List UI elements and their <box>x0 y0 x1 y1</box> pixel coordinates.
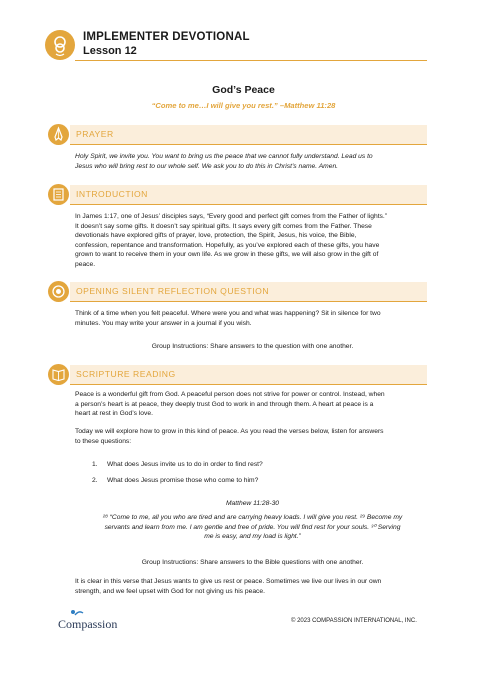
text-line: Jesus who will bring rest to our whole self. We ask you to do this in Christ’s name. Amen. <box>75 162 339 170</box>
text-line: In James 1:17, one of Jesus’ disciples says, “Every good and perfect gift comes from the Father of lights.” <box>75 213 387 220</box>
header-divider <box>75 60 427 61</box>
compassion-logo-text: Compassion <box>58 617 118 631</box>
text-line: Think of a time when you felt peaceful. Where were you and what was happening? Sit in silence for two <box>75 310 381 317</box>
list-text: What does Jesus invite us to do in order to find rest? <box>107 461 263 468</box>
section-heading: OPENING SILENT REFLECTION QUESTION <box>76 286 270 296</box>
text-line: confession, repentance and transformation. Hopefully, as you’ve explored each of these gifts, you have <box>75 241 380 249</box>
section-heading: SCRIPTURE READING <box>76 369 176 379</box>
text-line: a person’s heart is at peace, they deeply trust God to work in and through them. A heart at peace is a <box>75 400 374 408</box>
scripture-icon <box>48 364 69 385</box>
page-title: God’s Peace <box>212 84 275 96</box>
key-verse: “Come to me…I will give you rest.” –Matthew 11:28 <box>151 101 336 110</box>
section-heading: INTRODUCTION <box>76 189 148 199</box>
text-line: to these questions: <box>75 437 132 445</box>
header-title: IMPLEMENTER DEVOTIONAL <box>83 31 250 43</box>
copyright-text: © 2023 COMPASSION INTERNATIONAL, INC. <box>291 618 417 624</box>
list-item <box>92 461 263 468</box>
reflection-instructions: Group Instructions: Share answers to the question with one another. <box>151 343 354 350</box>
section-heading: PRAYER <box>76 129 114 139</box>
text-line: Today we will explore how to grow in this kind of peace. As you read the verses below, listen for answers <box>75 428 384 435</box>
scripture-section-header <box>48 364 427 386</box>
list-number: 2. <box>92 477 98 484</box>
text-line: minutes. You may write your answer in a journal if you wish. <box>75 319 252 327</box>
prayer-section-header <box>48 124 427 146</box>
header-lesson: Lesson 12 <box>83 45 137 57</box>
reflection-section-header <box>48 281 427 303</box>
book-icon <box>48 184 69 205</box>
list-number: 1. <box>92 461 98 468</box>
reflection-icon <box>48 281 69 302</box>
text-line: peace. <box>75 260 96 268</box>
scripture-instructions: Group Instructions: Share answers to the Bible questions with one another. <box>141 559 364 566</box>
scripture-closing-text <box>75 577 430 596</box>
scripture-reference: Matthew 11:28-30 <box>225 500 280 507</box>
scripture-questions-intro <box>75 427 430 446</box>
text-line: devotionals have explored gifts of prayer, love, protection, the Spirit, Jesus, his voice, the Bible, <box>75 232 357 240</box>
praying-hands-icon <box>48 124 69 145</box>
prayer-text <box>75 152 430 171</box>
reflection-text <box>75 309 430 328</box>
scripture-passage <box>75 513 430 542</box>
section-band <box>70 125 427 145</box>
text-line: strength, and we feel upset with God for not giving us his peace. <box>75 587 265 595</box>
scripture-intro-text <box>75 390 430 419</box>
list-item <box>92 477 258 484</box>
text-line: It doesn’t say some gifts. It doesn’t say spiritual gifts. It says every gift comes from the Father. These <box>75 222 372 230</box>
text-line: Peace is a wonderful gift from God. A peaceful person does not strive for power or control. Instead, when <box>75 391 385 398</box>
devotional-logo-icon <box>45 30 75 60</box>
text-line: servants and learn from me. I am gentle and free of pride. You will find rest for your souls. ³⁰ Serving <box>104 523 401 531</box>
text-line: It is clear in this verse that Jesus wants to give us rest or peace. Sometimes we live our lives in our own <box>75 578 382 585</box>
text-line: heart at rest in God’s love. <box>75 410 153 418</box>
introduction-text <box>75 212 430 270</box>
text-line: me is easy, and my load is light.” <box>204 533 301 541</box>
text-line: ²⁸ “Come to me, all you who are tired and are carrying heavy loads. I will give you rest. ²⁹ Become my <box>102 514 403 521</box>
text-line: grown to want to receive them in your own life. As we grow in these gifts, we will also grow in the gift of <box>75 251 379 259</box>
list-text: What does Jesus promise those who come to him? <box>107 477 259 484</box>
text-line: Holy Spirit, we invite you. You want to bring us the peace that we cannot fully understand. Lead us to <box>75 153 373 160</box>
introduction-section-header <box>48 184 427 206</box>
